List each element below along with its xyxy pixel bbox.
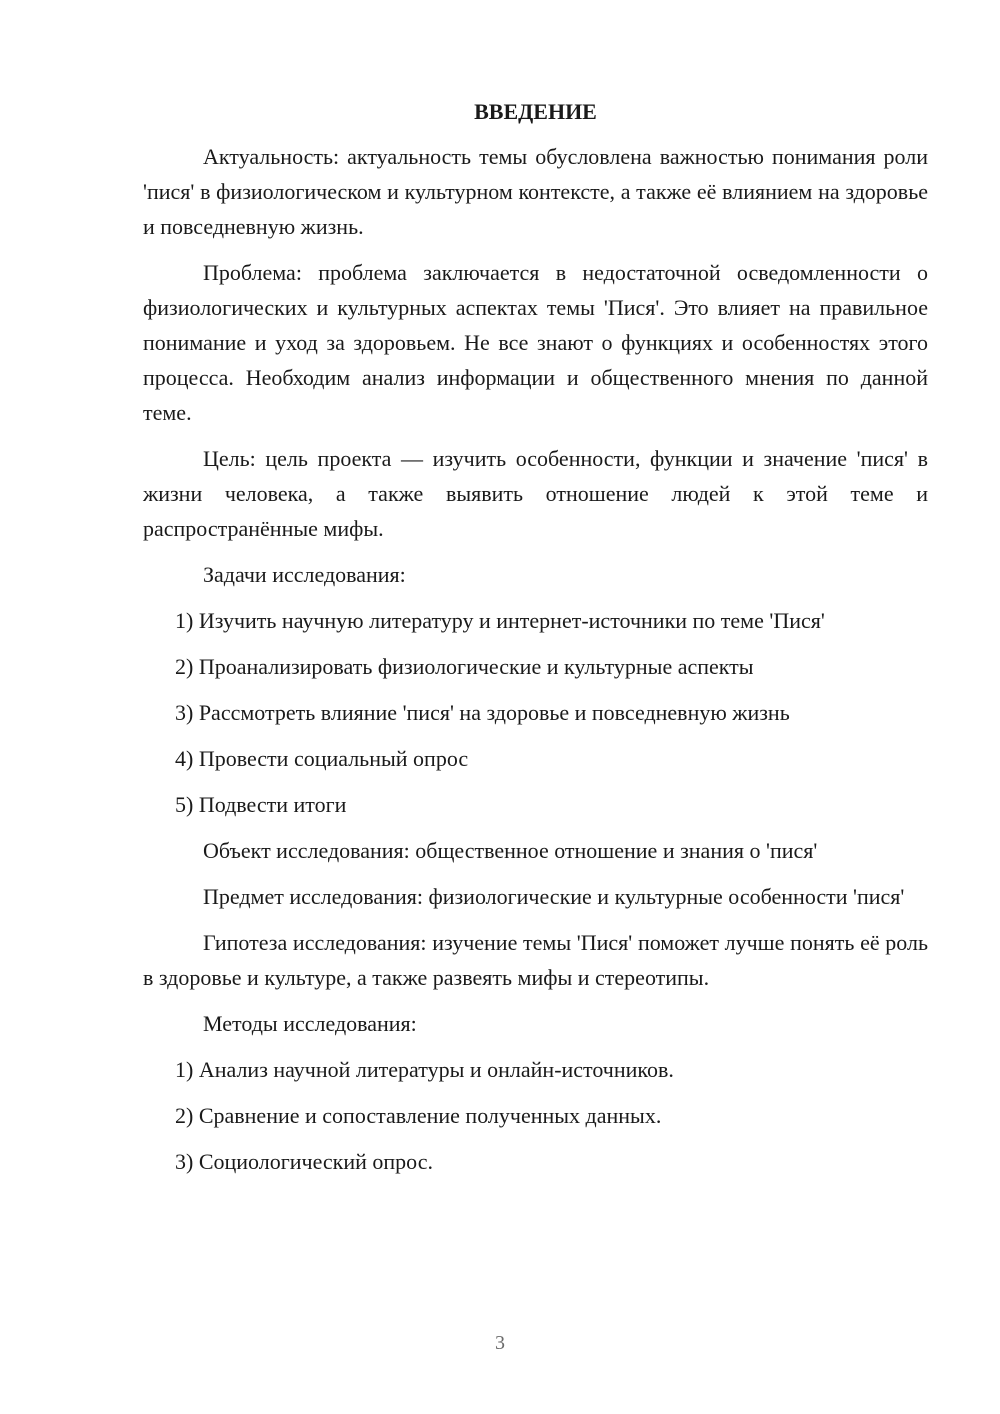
relevance-paragraph: Актуальность: актуальность темы обусловлена важностью понимания роли 'пися' в физиологическом и культурном контексте, а также её влиянием на здоровье и повседневную жизнь. (143, 144, 928, 239)
object-paragraph: Объект исследования: общественное отношение и знания о 'пися' (203, 838, 818, 863)
list-item: 3) Социологический опрос. (175, 1149, 433, 1174)
page-number: 3 (495, 1332, 505, 1354)
methods-list (143, 1052, 928, 1179)
list-item: 2) Сравнение и сопоставление полученных данных. (175, 1103, 662, 1128)
page-content (143, 94, 928, 1190)
methods-heading: Методы исследования: (203, 1011, 417, 1036)
hypothesis-paragraph: Гипотеза исследования: изучение темы 'Пися' поможет лучше понять её роль в здоровье и культуре, а также развеять мифы и стереотипы. (143, 930, 928, 990)
section-title: ВВЕДЕНИЕ (474, 99, 597, 124)
goal-paragraph: Цель: цель проекта — изучить особенности, функции и значение 'пися' в жизни человека, а также выявить отношение людей к этой теме и распространённые мифы. (143, 446, 928, 541)
tasks-list (143, 603, 928, 822)
list-item: 4) Провести социальный опрос (175, 746, 469, 771)
list-item: 2) Проанализировать физиологические и культурные аспекты (175, 654, 754, 679)
tasks-heading: Задачи исследования: (203, 562, 406, 587)
subject-paragraph: Предмет исследования: физиологические и культурные особенности 'пися' (203, 884, 905, 909)
list-item: 1) Анализ научной литературы и онлайн-источников. (175, 1057, 674, 1082)
list-item: 5) Подвести итоги (175, 792, 347, 817)
problem-paragraph: Проблема: проблема заключается в недостаточной осведомленности о физиологических и культурных аспектах темы 'Пися'. Это влияет на правильное понимание и уход за здоровьем. Не все знают о функциях и особенностях этого процесса. Необходим анализ информации и общественного мнения по данной теме. (143, 260, 928, 425)
list-item: 1) Изучить научную литературу и интернет-источники по теме 'Пися' (175, 608, 825, 633)
list-item: 3) Рассмотреть влияние 'пися' на здоровье и повседневную жизнь (175, 700, 790, 725)
